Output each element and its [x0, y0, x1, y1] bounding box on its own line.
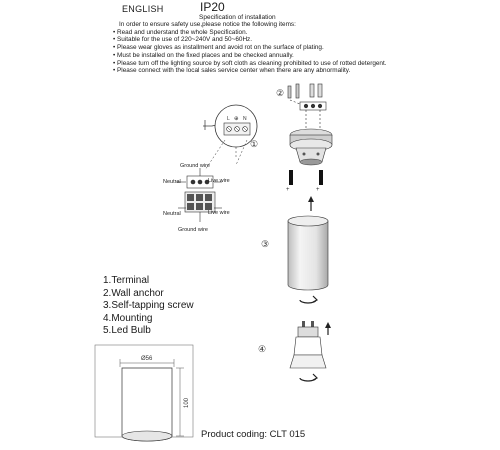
- part-item: 3.Self-tapping screw: [103, 300, 194, 311]
- ground-wire-label-bottom: Ground wire: [178, 227, 208, 233]
- rotate-arrow-icon: [300, 296, 317, 303]
- step-1-marker: ①: [250, 139, 259, 149]
- step-3-marker: ③: [261, 239, 270, 249]
- notice-item: • Suitable for the use of 220~240V and 50~60Hz.: [113, 36, 253, 44]
- spec-title: Specification of installation: [199, 14, 276, 21]
- product-coding: Product coding: CLT 015: [201, 429, 306, 440]
- screws-and-anchors: [288, 84, 326, 128]
- step-4-marker: ④: [258, 344, 267, 354]
- diameter-label: Ø56: [141, 356, 153, 362]
- cylinder-body: [288, 216, 328, 290]
- up-arrow-icon: [308, 196, 314, 211]
- notice-item: • Read and understand the whole Specification.: [113, 28, 248, 36]
- notice-item: • Please wear gloves as installment and avoid rot on the surface of plating.: [113, 44, 324, 52]
- notice-item: • Please turn off the lighting source by soft cloth as cleaning prohibited to use of rotted detergent.: [113, 59, 387, 67]
- height-label: 100: [184, 397, 190, 408]
- notice-item: • Must be installed on the fixed places and be checked annually.: [113, 51, 294, 59]
- terminal-mark-l: L: [227, 116, 230, 122]
- part-item: 1.Terminal: [103, 275, 150, 286]
- mounting-screws: [286, 170, 323, 193]
- part-item: 4.Mounting: [103, 312, 153, 324]
- ground-wire-label-top: Ground wire: [180, 163, 210, 169]
- svg-text:+: +: [286, 187, 290, 193]
- live-wire-label-bottom: Live wire: [208, 210, 230, 216]
- terminal-mark-ground: ⊕: [234, 116, 239, 122]
- neutral-label-bottom: Neutral: [163, 211, 181, 217]
- part-item: 5.Led Bulb: [103, 325, 151, 336]
- notice-item: • Please connect with the local sales service center when there are any abnormality.: [113, 67, 351, 75]
- part-item: 2.Wall anchor: [103, 287, 164, 299]
- led-bulb: [290, 321, 326, 368]
- live-wire-label-top: Live wire: [208, 178, 230, 184]
- notice-intro: In order to ensure safety use,please notice the following items:: [119, 21, 296, 28]
- mounting-base: [290, 129, 332, 165]
- rotate-arrow-bulb-icon: [300, 374, 317, 381]
- step-2-marker: ②: [276, 88, 285, 98]
- ip-rating: IP20: [200, 0, 225, 14]
- svg-text:+: +: [316, 187, 320, 193]
- up-arrow-bulb-icon: [325, 322, 331, 335]
- terminal-mark-n: N: [243, 116, 247, 122]
- language-label: ENGLISH: [122, 4, 164, 14]
- neutral-label-top: Neutral: [163, 179, 181, 185]
- parts-list: [103, 275, 194, 338]
